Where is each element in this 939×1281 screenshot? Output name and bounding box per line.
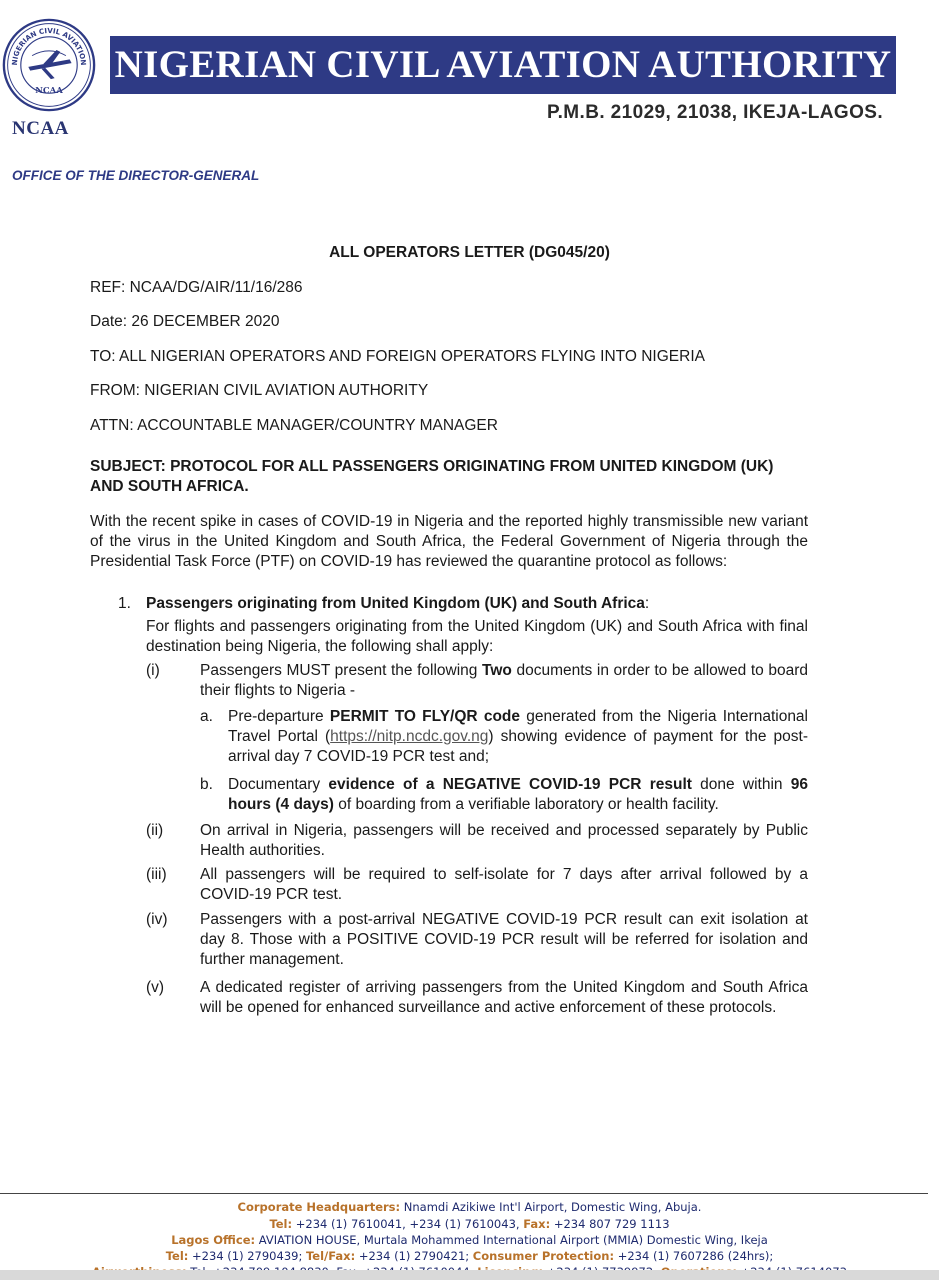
footer-label: Consumer Protection: [472,1249,615,1263]
svg-text:NIGERIAN CIVIL AVIATION: NIGERIAN CIVIL AVIATION [9,25,89,66]
sub-i-bold: Two [482,662,512,679]
postal-address: P.M.B. 21029, 21038, IKEJA-LAGOS. [547,102,883,123]
office-line: OFFICE OF THE DIRECTOR-GENERAL [12,168,260,183]
footer-line [0,1216,939,1233]
a-pre: Pre-departure [228,708,330,725]
b-mid: done within [691,776,791,793]
footer-line [0,1199,939,1216]
reference-line: REF: NCAA/DG/AIR/11/16/286 [90,279,303,296]
footer-label: Tel/Fax: [305,1249,356,1263]
sub-item-iv: Passengers with a post-arrival NEGATIVE COVID-19 PCR result can exit isolation at day 8. Those with a POSITIVE COVID-19 PCR result will be referred for isolation and further management. [200,911,808,968]
sub-item-number: (ii) [146,822,164,839]
footer-divider [0,1193,928,1194]
item-heading-colon: : [644,595,650,612]
attn-line: ATTN: ACCOUNTABLE MANAGER/COUNTRY MANAGER [90,417,498,434]
footer-label: Lagos Office: [171,1233,256,1247]
footer-line [0,1248,939,1265]
item-heading [146,594,649,614]
footer-label: Fax: [523,1217,551,1231]
a-post: ) showing evidence of payment for the post-arrival day 7 COVID-19 PCR test and; [228,728,808,765]
sub-item-v: A dedicated register of arriving passengers from the United Kingdom and South Africa will be opened for enhanced surveillance and active enforcement of these protocols. [200,979,808,1016]
alpha-item-a [228,707,808,767]
footer-text: Nnamdi Azikiwe Int'l Airport, Domestic Wing, Abuja. [400,1200,702,1214]
footer-text: +234 (1) 7607286 (24hrs); [614,1249,774,1263]
footer-text: AVIATION HOUSE, Murtala Mohammed International Airport (MMIA) Domestic Wing, Ikeja [255,1233,768,1247]
org-name-banner: NIGERIAN CIVIL AVIATION AUTHORITY [110,36,896,94]
b-pre: Documentary [228,776,329,793]
to-line: TO: ALL NIGERIAN OPERATORS AND FOREIGN OPERATORS FLYING INTO NIGERIA [90,348,705,365]
sub-item-iii: All passengers will be required to self-isolate for 7 days after arrival followed by a COVID-19 PCR test. [200,866,808,903]
footer-text: +234 (1) 2790439; [188,1249,306,1263]
footer-text: +234 (1) 7610041, +234 (1) 7610043, [292,1217,524,1231]
footer-label: Tel: [269,1217,293,1231]
sub-item-number: (iv) [146,911,168,928]
footer-text: +234 (1) 2790421; [355,1249,473,1263]
item-heading-text: Passengers originating from United Kingdom (UK) and South Africa [146,595,645,612]
svg-text:NCAA: NCAA [35,85,63,96]
footer-text: +234 807 729 1113 [550,1217,670,1231]
subject-line: SUBJECT: PROTOCOL FOR ALL PASSENGERS ORIGINATING FROM UNITED KINGDOM (UK) AND SOUTH AFRICA. [90,458,774,495]
b-bold-2: 96 hours (4 days) [228,776,809,813]
sub-item-ii: On arrival in Nigeria, passengers will be received and processed separately by Public Health authorities. [200,822,808,859]
sub-item-i [200,661,808,701]
item-body: For flights and passengers originating from the United Kingdom (UK) and South Africa with final destination being Nigeria, the following shall apply: [146,618,808,655]
a-bold: PERMIT TO FLY/QR code [329,708,521,725]
sub-item-number: (i) [146,662,160,679]
b-bold-1: evidence of a NEGATIVE COVID-19 PCR result [328,776,692,793]
alpha-item-b [228,775,808,815]
letter-title: ALL OPERATORS LETTER (DG045/20) [329,244,610,261]
item-number: 1. [118,595,131,612]
intro-paragraph: With the recent spike in cases of COVID-19 in Nigeria and the reported highly transmissible new variant of the virus in the United Kingdom and South Africa, the Federal Government of Nigeria through the Presidential Task Force (PTF) on COVID-19 has reviewed the quarantine protocol as follows: [90,513,808,570]
alpha-item-number: a. [200,708,213,725]
footer-label: Tel: [165,1249,189,1263]
footer-label: Corporate Headquarters: [237,1200,401,1214]
date-line: Date: 26 DECEMBER 2020 [90,313,280,330]
page-edge-strip [0,1270,939,1280]
sub-item-number: (iii) [146,866,167,883]
a-mid: generated from the Nigeria International Travel Portal ( [228,708,808,745]
seal-caption: NCAA [12,118,69,139]
sub-item-number: (v) [146,979,165,996]
ncaa-seal-icon [2,18,96,112]
from-line: FROM: NIGERIAN CIVIL AVIATION AUTHORITY [90,382,429,399]
portal-link[interactable]: https://nitp.ncdc.gov.ng [330,728,489,745]
footer-line [0,1232,939,1249]
sub-i-post: documents in order to be allowed to board their flights to Nigeria - [200,662,809,699]
sub-i-pre: Passengers MUST present the following [200,662,483,679]
alpha-item-number: b. [200,776,213,793]
b-post: of boarding from a verifiable laboratory or health facility. [333,796,719,813]
